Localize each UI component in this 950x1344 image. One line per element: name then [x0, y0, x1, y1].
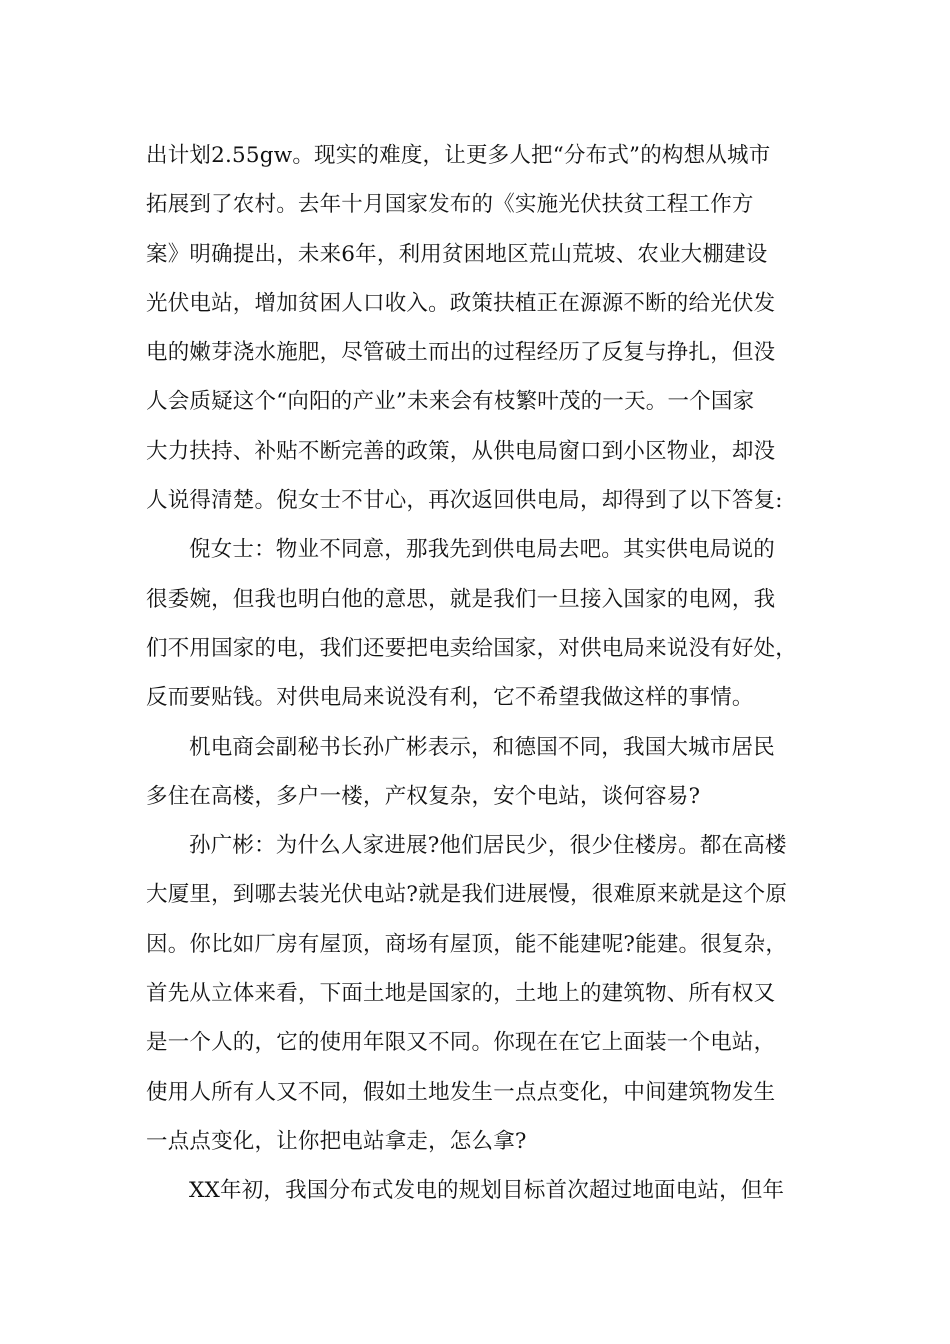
- text-line: 很委婉，但我也明白他的意思，就是我们一旦接入国家的电网，我: [146, 586, 776, 612]
- text-line: 使用人所有人又不同，假如土地发生一点点变化，中间建筑物发生: [146, 1079, 776, 1105]
- text-line: 首先从立体来看，下面土地是国家的，土地上的建筑物、所有权又: [146, 981, 776, 1007]
- paragraph-start-line: XX年初，我国分布式发电的规划目标首次超过地面电站，但年: [189, 1178, 785, 1204]
- text-line: 一点点变化，让你把电站拿走，怎么拿?: [146, 1128, 527, 1154]
- text-line: 大力扶持、补贴不断完善的政策，从供电局窗口到小区物业，却没: [146, 438, 776, 464]
- paragraph-start-line: 机电商会副秘书长孙广彬表示，和德国不同，我国大城市居民: [189, 734, 775, 760]
- text-line: 人说得清楚。倪女士不甘心，再次返回供电局，却得到了以下答复:: [146, 488, 783, 514]
- text-line: 是一个人的，它的使用年限又不同。你现在在它上面装一个电站，: [146, 1030, 776, 1056]
- text-line: 光伏电站，增加贫困人口收入。政策扶植正在源源不断的给光伏发: [146, 290, 776, 316]
- text-line: 案》明确提出，未来6年，利用贫困地区荒山荒坡、农业大棚建设: [146, 241, 768, 267]
- text-line: 多住在高楼，多户一楼，产权复杂，安个电站，谈何容易?: [146, 783, 701, 809]
- text-line: 反而要贴钱。对供电局来说没有利，它不希望我做这样的事情。: [146, 685, 754, 711]
- text-line: 出计划2.55gw。现实的难度，让更多人把“分布式”的构想从城市: [146, 143, 771, 168]
- text-line: 因。你比如厂房有屋顶，商场有屋顶，能不能建呢?能建。很复杂，: [146, 931, 788, 957]
- text-line: 们不用国家的电，我们还要把电卖给国家，对供电局来说没有好处，: [146, 635, 798, 661]
- paragraph-start-line: 倪女士：物业不同意，那我先到供电局去吧。其实供电局说的: [189, 537, 775, 563]
- text-line: 拓展到了农村。去年十月国家发布的《实施光伏扶贫工程工作方: [146, 192, 754, 218]
- text-line: 人会质疑这个“向阳的产业”未来会有枝繁叶茂的一天。一个国家: [146, 389, 755, 415]
- text-line: 电的嫩芽浇水施肥，尽管破土而出的过程经历了反复与挣扎，但没: [146, 340, 776, 366]
- text-line: 大厦里，到哪去装光伏电站?就是我们进展慢，很难原来就是这个原: [146, 882, 788, 908]
- document-body: [146, 131, 821, 1216]
- paragraph-start-line: 孙广彬：为什么人家进展?他们居民少，很少住楼房。都在高楼: [189, 833, 787, 859]
